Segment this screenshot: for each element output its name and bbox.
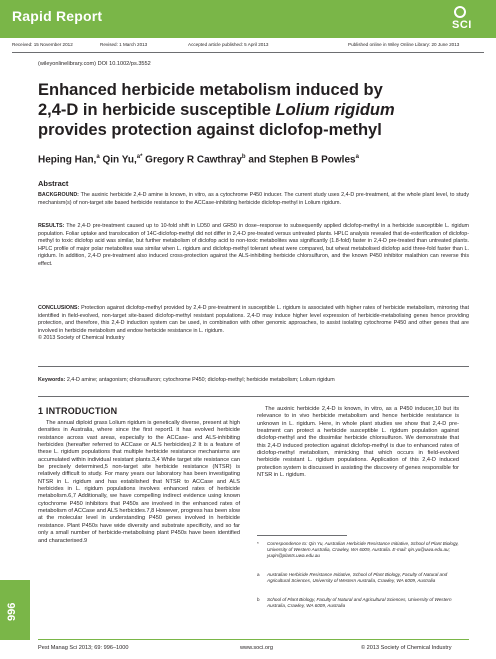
- abstract-conclusions: [38, 305, 469, 343]
- footnote-marker: *: [257, 541, 259, 546]
- results-text: The 2,4-D pre-treatment caused up to 10-fold shift in LD50 and GR50 in dose–response to subsequently applied diclofop-methyl in a herbicide susceptible L. rigidum population. Foliar uptake and translocation of 14C-diclofop-methyl did not differ in 2,4-D pre-treated versus untreated plants. HPLC analysis revealed that de-esterification of diclofop-methyl to toxic diclofop acid was similar, but further metabolism of diclofop acid to non-toxic metabolites was significantly (1.8-fold) faster in 2,4-D pre-treated than untreated plants. HPLC profile of major polar metabolites was similar when L. rigidum and diclofop-methyl tolerant wheat were compared, but wheat metabolised diclofop acid three-fold faster than L. rigidum. In addition, 2,4-D pre-treatment also induced cross-protection against the ALS-inhibiting herbicide chlorsulfuron, and the known P450 inhibitor malathion can reverse this effect.: [38, 223, 469, 267]
- sci-logo-circle-icon: [454, 6, 466, 18]
- author-powles: and Stephen B Powles: [245, 154, 356, 166]
- author-cawthray-affil: b: [241, 154, 246, 160]
- conclusions-text: Protection against diclofop-methyl provided by 2,4-D pre-treatment in susceptible L. rigidum is associated with higher rates of herbicide metabolism, mirroring that identified in field-evolved, non-target site-based diclofop-methyl resistant populations. 2,4-D may induce higher level expression of herbicide-metabolising genes hence providing protection, and therefore, this 2,4-D induction system can be used, in combination with other genomic approaches, to assist isolating cytochrome P450 and other genes that are involved in herbicide metabolism and endow herbicide resistance in L. rigidum.: [38, 305, 469, 334]
- conclusions-label: CONCLUSIONS:: [38, 305, 80, 311]
- accepted-date: Accepted article published: 5 April 2013: [188, 42, 269, 47]
- keywords-text: 2,4-D amine; antagonism; chlorsulfuron; cytochrome P450; diclofop-methyl; herbicide metabolism; Lolium rigidum: [65, 377, 335, 383]
- keywords-top-divider: [38, 366, 469, 367]
- keywords-label: Keywords:: [38, 377, 66, 383]
- received-date: Received: 15 November 2012: [12, 42, 73, 47]
- published-date: Published online in Wiley Online Library: 20 June 2013: [348, 42, 460, 47]
- footnote-correspondence: [257, 541, 469, 560]
- author-han: Heping Han,: [38, 154, 97, 166]
- footnote-affiliation-a: [257, 572, 469, 584]
- abstract-background: [38, 192, 469, 207]
- footer-divider: [38, 639, 469, 640]
- intro-paragraph-1: The annual diploid grass Lolium rigidum is genetically diverse, present at high densities in Australia, where since the first report1 it has evolved herbicide resistance across vast areas, especially to the ACCase- and ALS-inhibiting herbicides (hereafter referred to ACCase or ALS herbicides).2 It is a feature of these L. rigidum populations that multiple herbicide resistance mechanisms are accumulated within individual resistant plants.3,4 While target site resistance can be precisely determined,5 non-target site herbicide resistance (NTSR) is relatively difficult to study. For many years our laboratory has been investigating NTSR in L. rigidum and has established that NTSR to ACCase and ALS herbicides in L. rigidum populations involves enhanced rates of herbicide metabolism.6,7 Additionally, we have compelling indirect evidence using known cytochrome P450 inhibitors that P450s are involved in the enhanced rates of metabolism of ACCase and ALS herbicides.7,8 However, progress has been slow at the molecular level in understanding P450 genes involved in herbicide resistance. Plant P450s have wide diversity and substrate specificity, and so far only a small number of herbicide-metabolising plant P450s have been identified and characterised.9: [38, 420, 240, 544]
- sci-logo-text: SCI: [452, 19, 472, 31]
- intro-paragraph-2: The auxinic herbicide 2,4-D is known, in vitro, as a P450 inducer,10 but its relevance to in vivo herbicide metabolism and hence herbicide resistance is unknown in L. rigidum. Here, in whole plant studies we show that 2,4-D pre-treatment can protect a herbicide susceptible L. rigidum population against diclofop-methyl and the dissimilar herbicide chlorsulfuron. We demonstrate that this 2,4-D induced protection against diclofop-methyl is due to enhanced rates of diclofop-methyl metabolism, mimicking that which occurs in field-evolved herbicide resistant L. rigidum populations. Application of this 2,4-D induced protection system is discussed in assisting the discovery of genes responsible for NTSR in L. rigidum.: [257, 406, 459, 479]
- results-label: RESULTS:: [38, 223, 65, 229]
- author-yu: Qin Yu,: [99, 154, 137, 166]
- doi-line: (wileyonlinelibrary.com) DOI 10.1002/ps.3552: [38, 61, 151, 67]
- author-han-affil: a: [96, 154, 100, 160]
- footnote-text: Correspondence to: Qin Yu, Australian Herbicide Resistance Initiative, School of Plant Biology, University of Western Australia, Crawley, WA 6009, Australia. E-mail: qin.yu@uwa.edu.au; yuqin@plants.uwa.edu.au: [267, 541, 459, 559]
- title-line-1: Enhanced herbicide metabolism induced by: [38, 81, 383, 99]
- intro-left-column: [38, 420, 240, 545]
- article-title: [38, 80, 468, 140]
- abstract-heading: Abstract: [38, 179, 69, 188]
- background-text: The auxinic herbicide 2,4-D amine is known, in vitro, as a cytochrome P450 inducer. The current study uses 2,4-D pre-treatment, at the whole plant level, to study mechanism(s) of non-target site based herbicide resistance to the ACCase-inhibiting herbicide diclofop-methyl in Lolium rigidum.: [38, 192, 469, 206]
- footnote-text: School of Plant Biology, Faculty of Natural and Agricultural Sciences, University of Western Australia, Crawley, WA 6009, Australia: [267, 597, 452, 609]
- abstract-results: [38, 223, 469, 269]
- title-line-2-text: 2,4-D in herbicide susceptible: [38, 101, 276, 119]
- footnote-affiliation-b: [257, 597, 469, 609]
- report-type-label: Rapid Report: [12, 8, 103, 24]
- abstract-copyright: © 2013 Society of Chemical Industry: [38, 335, 125, 342]
- footer-website[interactable]: www.soci.org: [240, 645, 273, 651]
- keywords-bottom-divider: [38, 396, 469, 397]
- keywords-line: [38, 377, 335, 383]
- background-label: BACKGROUND:: [38, 192, 79, 198]
- author-list: [38, 154, 359, 165]
- author-powles-affil: a: [355, 154, 359, 160]
- footer-journal: Pest Manag Sci 2013; 69: 996–1000: [38, 645, 129, 651]
- introduction-heading: 1 INTRODUCTION: [38, 406, 118, 416]
- title-line-2: [38, 100, 468, 120]
- author-yu-affil: a*: [136, 154, 143, 160]
- title-species: Lolium rigidum: [275, 101, 395, 119]
- footer-copyright: © 2013 Society of Chemical Industry: [361, 645, 452, 651]
- footnote-divider: [257, 535, 347, 536]
- dates-divider: [12, 52, 484, 53]
- title-line-3: provides protection against diclofop-methyl: [38, 121, 382, 139]
- author-cawthray: Gregory R Cawthray: [142, 154, 242, 166]
- footnote-marker: a: [257, 572, 260, 577]
- page-number: 996: [6, 602, 18, 622]
- sci-logo: [450, 6, 486, 34]
- footnote-marker: b: [257, 597, 260, 602]
- report-banner: [0, 0, 496, 38]
- intro-right-column: [257, 406, 459, 479]
- footnote-text: Australian Herbicide Resistance Initiative, School of Plant Biology, Faculty of Natural and Agricultural Sciences, University of Western Australia, Crawley, WA 6009, Australia: [267, 572, 448, 584]
- publication-dates: [12, 42, 484, 52]
- revised-date: Revised: 1 March 2013: [100, 42, 148, 47]
